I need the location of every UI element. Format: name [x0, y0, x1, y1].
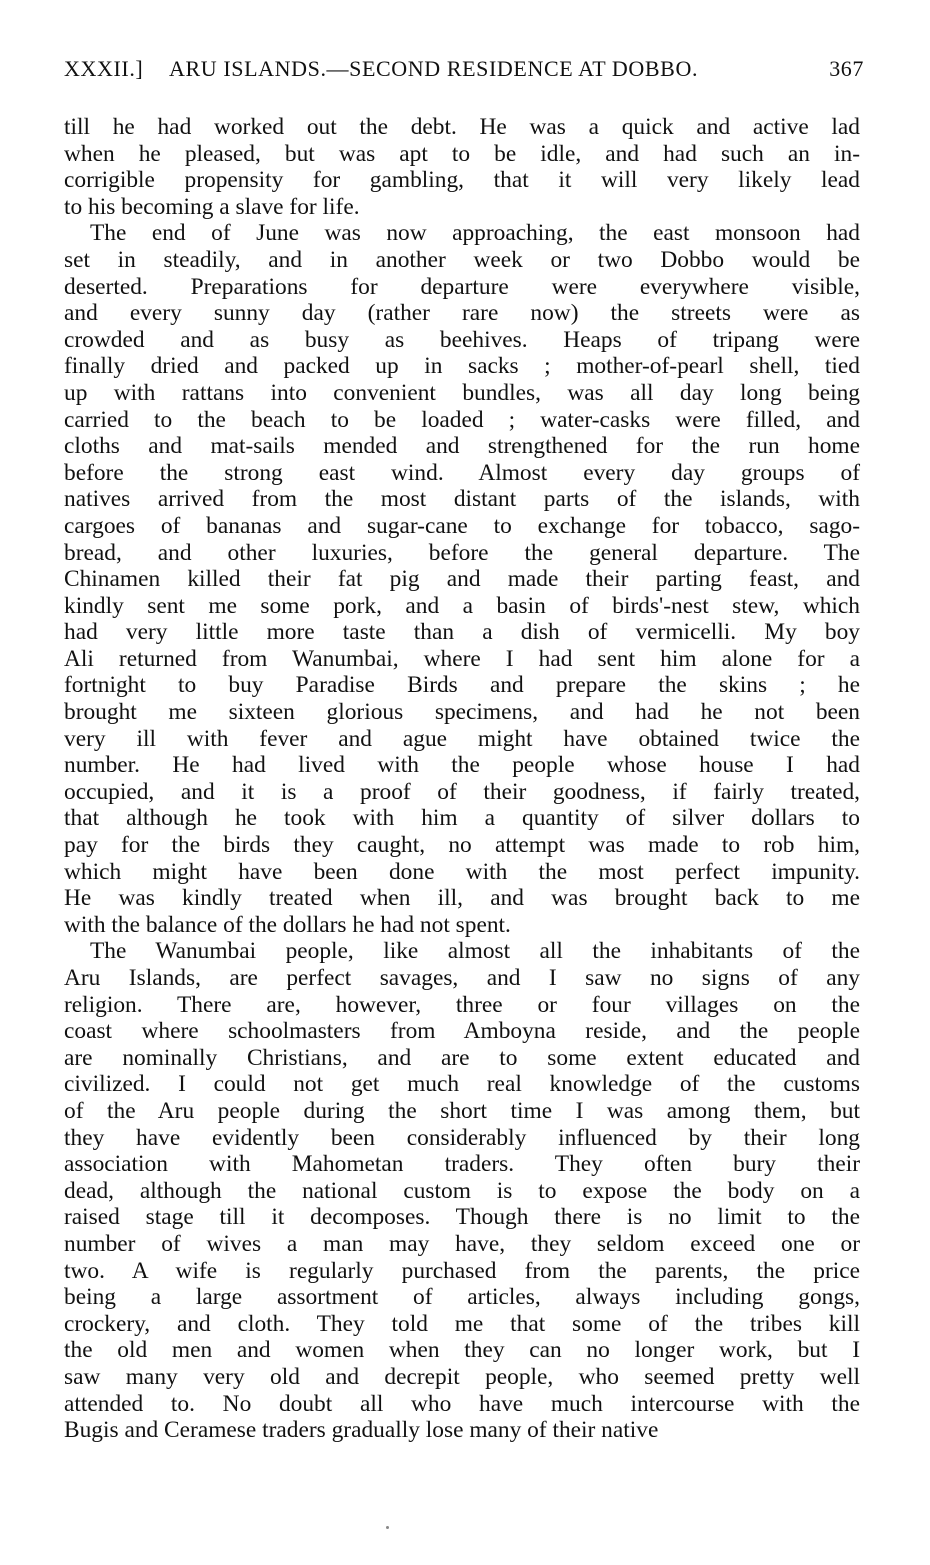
text-line: crockery, and cloth. They told me that some of the tribes kill — [64, 1310, 860, 1337]
text-line: two. A wife is regularly purchased from the parents, the price — [64, 1257, 860, 1284]
text-line: Chinamen killed their fat pig and made their parting feast, and — [64, 566, 860, 593]
text-line: religion. There are, however, three or four villages on the — [64, 991, 860, 1018]
text-line: to his becoming a slave for life. — [64, 193, 360, 220]
text-line: civilized. I could not get much real knowledge of the customs — [64, 1071, 860, 1098]
text-line: coast where schoolmasters from Amboyna reside, and the people — [64, 1018, 860, 1045]
running-title: ARU ISLANDS.—SECOND RESIDENCE AT DOBBO. — [169, 56, 699, 81]
page-header — [64, 56, 864, 86]
paragraph — [64, 220, 860, 938]
text-line: with the balance of the dollars he had not spent. — [64, 911, 511, 938]
text-line: are nominally Christians, and are to some extent educated and — [64, 1044, 860, 1071]
text-line: The end of June was now approaching, the east monsoon had — [90, 220, 860, 247]
text-line: association with Mahometan traders. They often bury their — [64, 1151, 860, 1178]
print-speck — [386, 1526, 389, 1529]
text-line: Ali returned from Wanumbai, where I had sent him alone for a — [64, 645, 860, 672]
text-line: The Wanumbai people, like almost all the inhabitants of the — [90, 938, 860, 965]
text-line: set in steadily, and in another week or two Dobbo would be — [64, 246, 860, 273]
text-line: and every sunny day (rather rare now) the streets were as — [64, 300, 860, 327]
paragraph — [64, 938, 860, 1443]
text-line: carried to the beach to be loaded ; water-casks were filled, and — [64, 406, 860, 433]
body-text — [64, 114, 860, 1444]
text-line: they have evidently been considerably influenced by their long — [64, 1124, 860, 1151]
text-line: finally dried and packed up in sacks ; mother-of-pearl shell, tied — [64, 353, 860, 380]
text-line: Bugis and Ceramese traders gradually lose many of their native — [64, 1417, 659, 1444]
text-line: had very little more taste than a dish of vermicelli. My boy — [64, 619, 860, 646]
page-number: 367 — [829, 56, 864, 81]
text-line: fortnight to buy Paradise Birds and prepare the skins ; he — [64, 672, 860, 699]
text-line: when he pleased, but was apt to be idle, and had such an in- — [64, 140, 860, 167]
text-line: bread, and other luxuries, before the general departure. The — [64, 539, 860, 566]
text-line: till he had worked out the debt. He was a quick and active lad — [64, 114, 860, 140]
text-line: number. He had lived with the people whose house I had — [64, 752, 860, 779]
text-line: before the strong east wind. Almost every day groups of — [64, 459, 860, 486]
text-line: which might have been done with the most perfect impunity. — [64, 858, 860, 885]
paragraph — [64, 114, 860, 220]
text-line: Aru Islands, are perfect savages, and I saw no signs of any — [64, 965, 860, 991]
text-line: saw many very old and decrepit people, who seemed pretty well — [64, 1363, 860, 1390]
text-line: crowded and as busy as beehives. Heaps of tripang were — [64, 326, 860, 353]
chapter-number: XXXII.] — [64, 56, 144, 81]
text-line: He was kindly treated when ill, and was brought back to me — [64, 885, 860, 912]
text-line: attended to. No doubt all who have much intercourse with the — [64, 1390, 860, 1417]
text-line: deserted. Preparations for departure were everywhere visible, — [64, 273, 860, 300]
text-line: being a large assortment of articles, always including gongs, — [64, 1284, 860, 1311]
text-line: brought me sixteen glorious specimens, and had he not been — [64, 699, 860, 726]
text-line: occupied, and it is a proof of their goodness, if fairly treated, — [64, 778, 860, 805]
text-line: corrigible propensity for gambling, that it will very likely lead — [64, 167, 860, 194]
text-line: that although he took with him a quantity of silver dollars to — [64, 805, 860, 832]
text-line: dead, although the national custom is to expose the body on a — [64, 1177, 860, 1204]
text-line: very ill with fever and ague might have obtained twice the — [64, 725, 860, 752]
text-line: natives arrived from the most distant parts of the islands, with — [64, 486, 860, 513]
text-line: up with rattans into convenient bundles, was all day long being — [64, 379, 860, 406]
text-line: kindly sent me some pork, and a basin of birds'-nest stew, which — [64, 592, 860, 619]
text-line: number of wives a man may have, they seldom exceed one or — [64, 1230, 860, 1257]
text-line: of the Aru people during the short time I was among them, but — [64, 1097, 860, 1124]
text-line: pay for the birds they caught, no attempt was made to rob him, — [64, 832, 860, 859]
text-line: raised stage till it decomposes. Though there is no limit to the — [64, 1204, 860, 1231]
text-line: cloths and mat-sails mended and strengthened for the run home — [64, 433, 860, 460]
text-line: the old men and women when they can no longer work, but I — [64, 1337, 860, 1364]
text-line: cargoes of bananas and sugar-cane to exchange for tobacco, sago- — [64, 512, 860, 539]
